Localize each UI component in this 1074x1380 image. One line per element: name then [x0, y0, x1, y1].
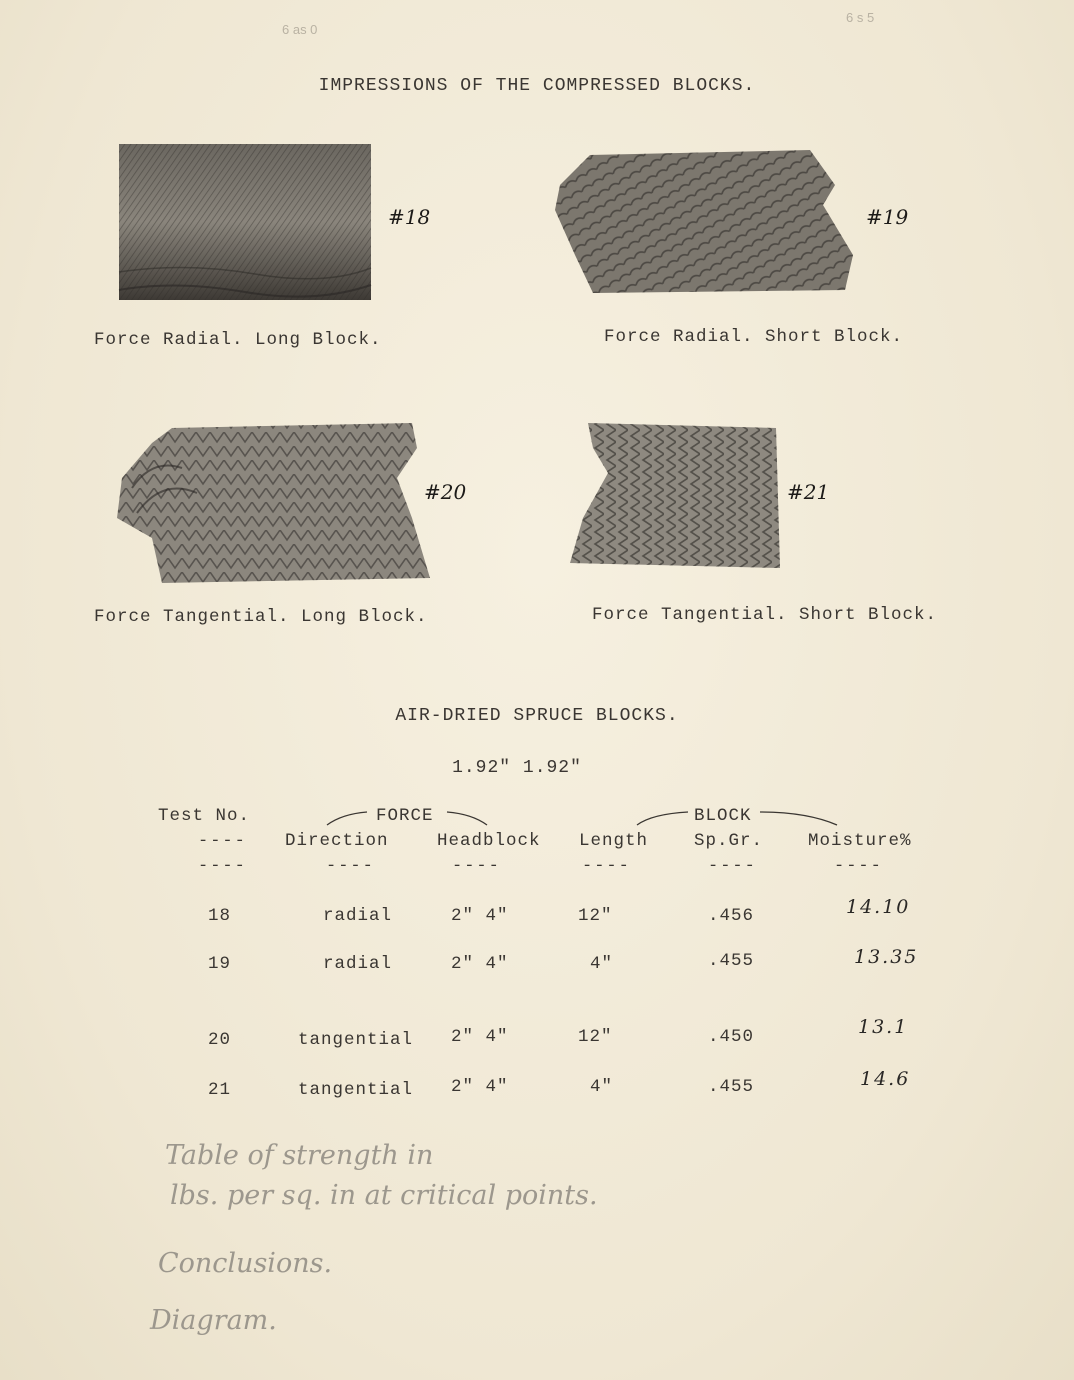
impression-18-print — [115, 140, 380, 305]
row-20-headblock: 2" 4" — [451, 1027, 509, 1047]
header-direction: Direction — [285, 831, 389, 851]
corner-mark-left: 6 as 0 — [282, 22, 318, 37]
impression-20-label: #20 — [424, 480, 467, 504]
header-block-group: BLOCK — [694, 806, 752, 826]
row-19-test: 19 — [208, 954, 232, 974]
row-19-length: 4" — [590, 954, 614, 974]
row-19-direction: radial — [323, 954, 393, 974]
dash-test-no-1: ---- — [198, 832, 247, 851]
corner-mark-right: 6 s 5 — [846, 10, 875, 25]
header-force-group: FORCE — [376, 806, 434, 826]
impression-18-label: #18 — [388, 205, 431, 229]
row-19-moisture: 13.35 — [854, 946, 919, 968]
impression-19-label: #19 — [866, 205, 909, 229]
row-18-direction: radial — [323, 906, 393, 926]
row-21-headblock: 2" 4" — [451, 1077, 509, 1097]
dash-spgr: ---- — [708, 857, 757, 876]
header-headblock: Headblock — [437, 831, 541, 851]
dash-direction: ---- — [326, 857, 375, 876]
dash-length: ---- — [582, 857, 631, 876]
row-21-direction: tangential — [298, 1080, 414, 1100]
row-20-spgr: .450 — [708, 1027, 755, 1047]
row-19-spgr: .455 — [708, 951, 755, 971]
row-20-moisture: 13.1 — [858, 1016, 909, 1038]
dash-test-no-2: ---- — [198, 857, 247, 876]
row-18-moisture: 14.10 — [846, 896, 911, 918]
row-18-length: 12" — [578, 906, 613, 926]
block-dimensions: 1.92" 1.92" — [452, 758, 582, 778]
impression-21-label: #21 — [787, 480, 830, 504]
row-18-headblock: 2" 4" — [451, 906, 509, 926]
impression-19-print — [555, 145, 860, 300]
dash-headblock: ---- — [452, 857, 501, 876]
row-18-spgr: .456 — [708, 906, 755, 926]
pencil-note-conclusions: Conclusions. — [158, 1248, 333, 1279]
impression-19-caption: Force Radial. Short Block. — [604, 327, 904, 347]
header-spgr: Sp.Gr. — [694, 831, 764, 851]
pencil-note-strength-table: Table of strength in — [165, 1140, 434, 1171]
impression-20-caption: Force Tangential. Long Block. — [94, 607, 428, 627]
row-20-test: 20 — [208, 1030, 232, 1050]
table-title: AIR-DRIED SPRUCE BLOCKS. — [395, 706, 679, 726]
impression-20-print — [112, 418, 432, 588]
row-21-spgr: .455 — [708, 1077, 755, 1097]
row-18-test: 18 — [208, 906, 232, 926]
row-20-length: 12" — [578, 1027, 613, 1047]
header-moisture: Moisture% — [808, 831, 912, 851]
header-test-no: Test No. — [158, 806, 251, 826]
row-21-test: 21 — [208, 1080, 232, 1100]
page-title: IMPRESSIONS OF THE COMPRESSED BLOCKS. — [318, 76, 756, 96]
row-21-moisture: 14.6 — [860, 1068, 911, 1090]
pencil-note-critical-points: lbs. per sq. in at critical points. — [170, 1180, 598, 1211]
impression-21-caption: Force Tangential. Short Block. — [592, 605, 938, 625]
impression-21-print — [568, 418, 783, 573]
header-length: Length — [579, 831, 649, 851]
row-20-direction: tangential — [298, 1030, 414, 1050]
dash-moisture: ---- — [834, 857, 883, 876]
row-19-headblock: 2" 4" — [451, 954, 509, 974]
impression-18-caption: Force Radial. Long Block. — [94, 330, 382, 350]
row-21-length: 4" — [590, 1077, 614, 1097]
pencil-note-diagram: Diagram. — [150, 1305, 277, 1336]
